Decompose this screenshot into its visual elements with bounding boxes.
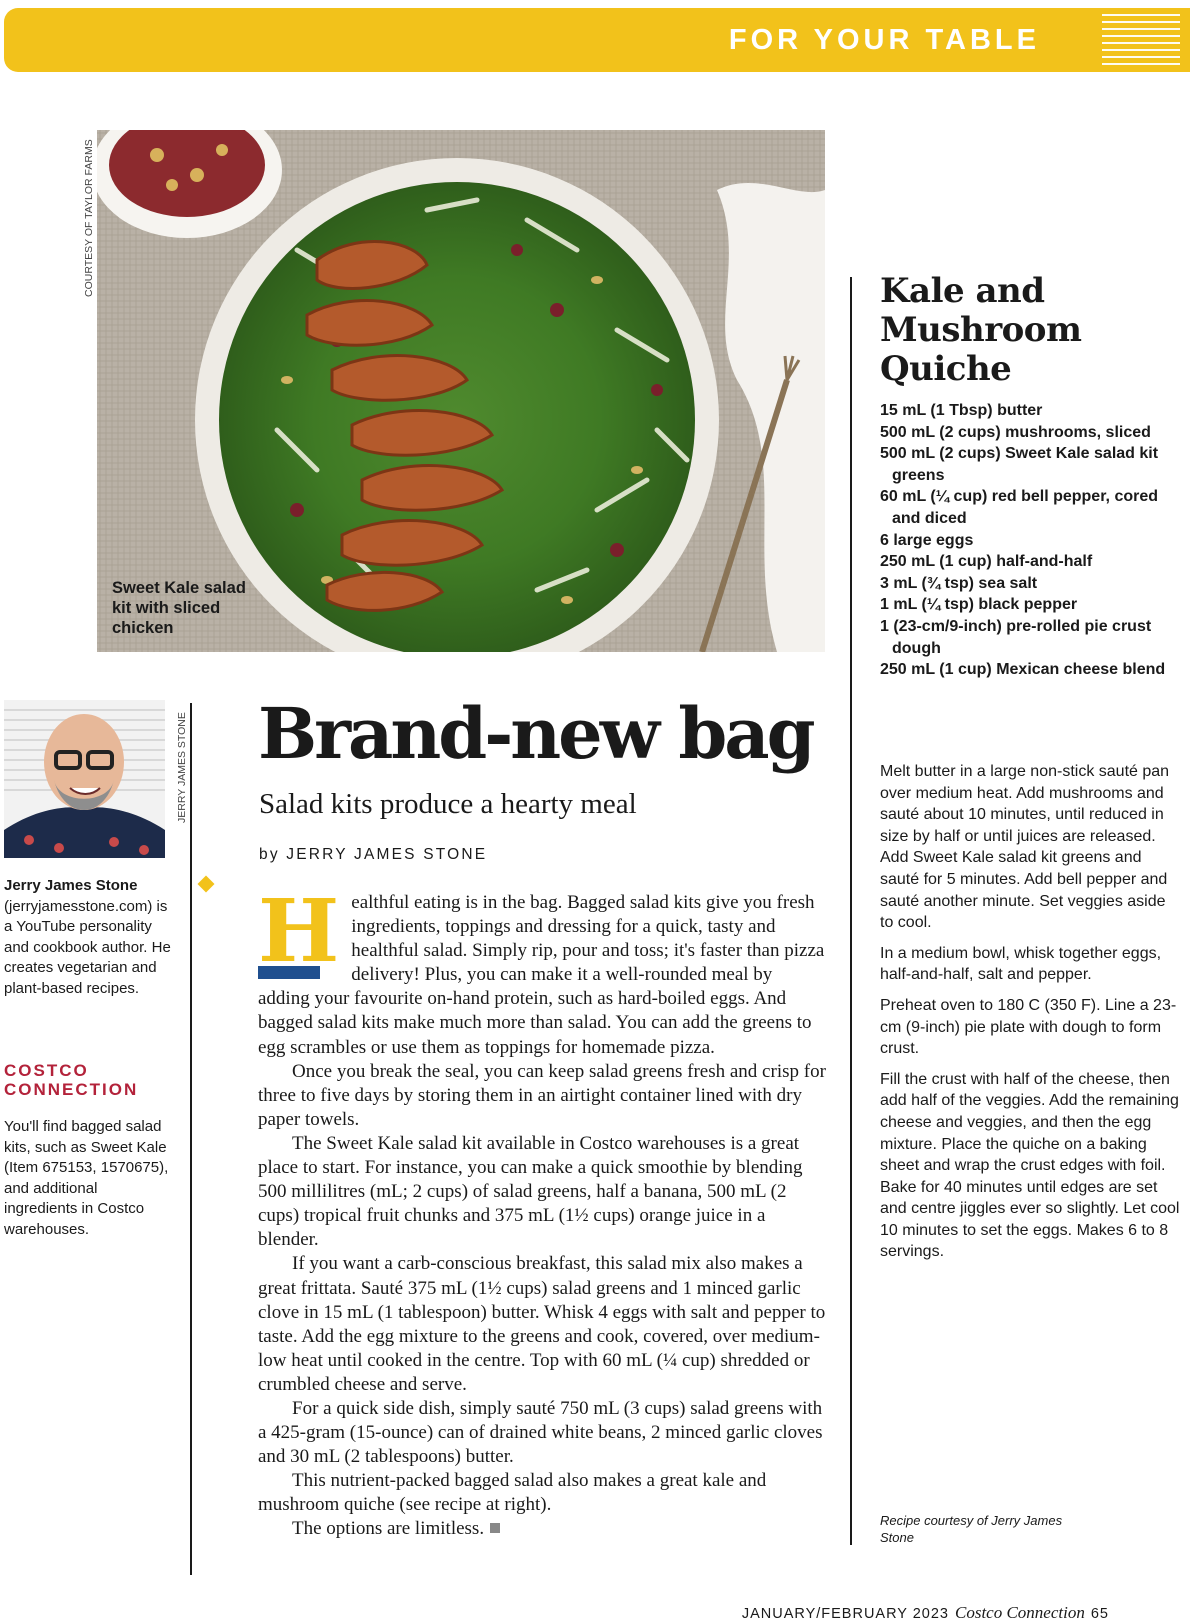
column-divider-right [850,277,852,1545]
article-paragraph: Healthful eating is in the bag. Bagged salad kits give you fresh ingredients, toppings and dressing for a quick, tasty and healthful salad. Simply rip, pour and toss; it's faster than pizza delivery! Plus, you can make it a well-rounded meal by adding your favourite on-hand protein, such as hard-boiled eggs. And bagged salad kits make much more than salad. You can add the greens to egg scrambles or use them as toppings for homemade pizza. [258,881,825,1058]
diamond-icon [198,876,215,893]
recipe-credit: Recipe courtesy of Jerry James Stone [880,1513,1063,1545]
article-paragraph: Once you break the seal, you can keep salad greens fresh and crisp for three to five days by storing them in an airtight container lined with dry paper towels. [258,1060,826,1130]
ingredient-item: 1 mL (¼ tsp) black pepper [880,596,1078,614]
ingredient-item: 6 large eggs [880,531,974,549]
recipe-title: Kale and Mushroom Quiche [880,271,1082,389]
dropcap: H [258,881,340,982]
photo-caption: Sweet Kale salad kit with sliced chicken [112,579,246,637]
recipe-step: In a medium bowl, whisk together eggs, half-and-half, salt and pepper. [880,944,1162,984]
article-byline: by JERRY JAMES STONE [259,846,488,863]
salad-illustration [97,130,825,652]
page-number: 65 [1090,1606,1109,1622]
ingredient-item: 250 mL (1 cup) half-and-half [880,553,1093,571]
author-photo [4,700,165,858]
banner-stripes-decoration [1102,14,1180,70]
ingredient-item: 250 mL (1 cup) Mexican cheese blend [880,661,1166,679]
costco-connection-title: COSTCO CONNECTION [4,1061,139,1099]
ingredient-item: 60 mL (¼ cup) red bell pepper, cored and diced [880,488,1159,527]
ingredient-item: 3 mL (¾ tsp) sea salt [880,574,1038,592]
footer-magazine: Costco Connection [955,1603,1085,1622]
page-footer [742,1603,1109,1623]
ingredient-item: 500 mL (2 cups) mushrooms, sliced [880,423,1151,441]
column-divider-left [190,703,192,1575]
costco-connection-body: You'll find bagged salad kits, such as Sweet Kale (Item 675153, 1570675), and additional ingredients in Costco warehouses. [4,1118,169,1238]
ingredient-item: 15 mL (1 Tbsp) butter [880,402,1043,419]
ingredient-item: 500 mL (2 cups) Sweet Kale salad kit greens [880,445,1159,484]
article-paragraph: If you want a carb-conscious breakfast, this salad mix also makes a great frittata. Sauté 375 mL (1½ cups) salad greens and 1 minced garlic clove in 15 mL (1 tablespoon) butter. Whisk 4 eggs with salt and pepper to taste. Add the egg mixture to the greens and cook, covered, over medium-low heat until cooked in the centre. Top with 60 mL (¼ cup) shredded or crumbled cheese and serve. [258,1253,826,1395]
recipe-step: Melt butter in a large non-stick sauté pan over medium heat. Add mushrooms and sauté about 10 minutes, until reduced in size by half or until juices are released. Add Sweet Kale salad kit greens and sauté for 5 minutes. Add bell pepper and sauté another minute. Set veggies aside to cool. [880,763,1170,932]
author-name: Jerry James Stone [4,877,138,894]
end-mark-icon [490,1523,500,1533]
article-paragraph-final: The options are limitless. [258,1517,826,1541]
article-paragraph: This nutrient-packed bagged salad also makes a great kale and mushroom quiche (see recipe at right). [258,1470,767,1516]
recipe-steps [880,761,1180,1272]
article-dek: Salad kits produce a hearty meal [259,788,637,820]
ingredient-list [880,400,1180,681]
recipe-step: Fill the crust with half of the cheese, then add half of the veggies. Add the remaining cheese and veggies, and then the egg mixture. Place the quiche on a baking sheet and wrap the crust edges with foil. Bake for 40 minutes until edges are set and centre jiggles ever so slightly. Let cool 10 minutes to set the eggs. Makes 6 to 8 servings. [880,1070,1180,1261]
section-label: FOR YOUR TABLE [728,24,1040,56]
article-paragraph: The Sweet Kale salad kit available in Costco warehouses is a great place to start. For instance, you can make a quick smoothie by blending 500 millilitres (mL; 2 cups) of salad greens, half a banana, 500 mL (2 cups) tropical fruit chunks and 375 mL (1½ cups) orange juice in a blender. [258,1132,803,1251]
footer-issue: JANUARY/FEBRUARY 2023 [741,1606,949,1622]
section-banner [4,8,1190,72]
author-bio [4,876,172,999]
hero-photo-salad [97,130,825,652]
author-bio-text: (jerryjamesstone.com) is a YouTube personality and cookbook author. He creates vegetarian and plant-based recipes. [4,897,171,997]
article-paragraph: For a quick side dish, simply sauté 750 mL (3 cups) salad greens with a 425-gram (15-ounce) can of drained white beans, 2 minced garlic cloves and 30 mL (2 tablespoons) butter. [258,1397,823,1468]
recipe-step: Preheat oven to 180 C (350 F). Line a 23-cm (9-inch) pie plate with dough to form crust. [880,996,1177,1058]
article-body [258,881,826,1542]
author-portrait-illustration [4,700,165,858]
photo-credit: COURTESY OF TAYLOR FARMS [83,139,95,297]
ingredient-item: 1 (23-cm/9-inch) pre-rolled pie crust dough [880,617,1152,657]
article-headline: Brand-new bag [258,692,813,775]
